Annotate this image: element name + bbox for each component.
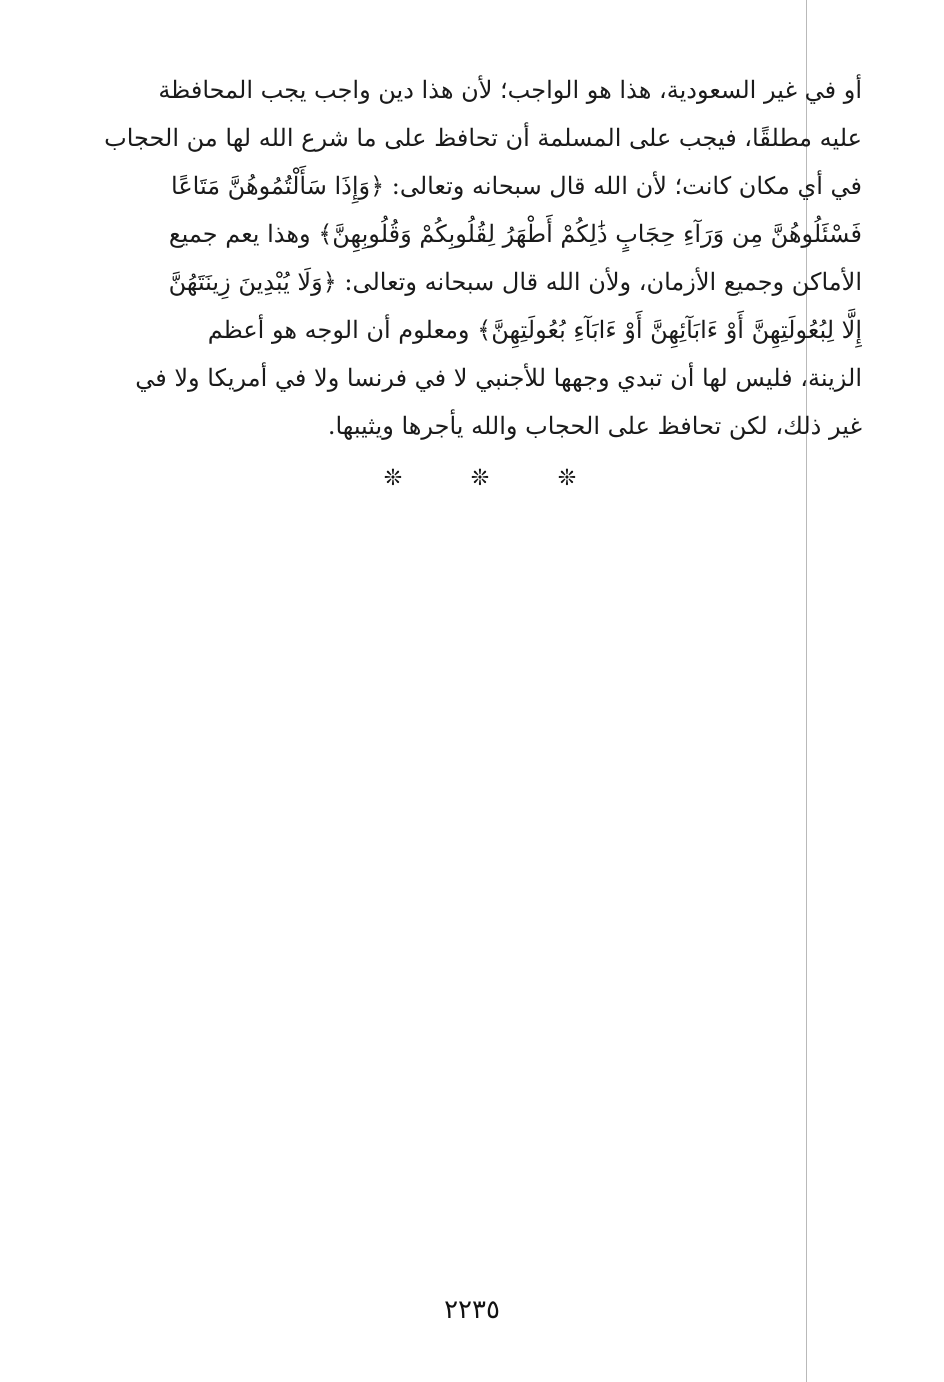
text-line: الزينة، فليس لها أن تبدي وجهها للأجنبي لا في فرنسا ولا في أمريكا ولا في — [135, 364, 862, 392]
page-number: ٢٢٣٥ — [444, 1295, 500, 1325]
body-text — [98, 66, 862, 450]
section-separator — [380, 462, 580, 496]
asterism-icon: ❊ — [557, 466, 577, 491]
text-line: عليه مطلقًا، فيجب على المسلمة أن تحافظ على ما شرع الله لها من الحجاب — [104, 124, 862, 152]
text-line: في أي مكان كانت؛ لأن الله قال سبحانه وتعالى: ﴿وَإِذَا سَأَلْتُمُوهُنَّ مَتَاعًا — [171, 172, 862, 200]
asterism-icon: ❊ — [383, 466, 403, 491]
text-line: الأماكن وجميع الأزمان، ولأن الله قال سبحانه وتعالى: ﴿وَلَا يُبْدِينَ زِينَتَهُنَّ — [168, 268, 862, 296]
text-line: إِلَّا لِبُعُولَتِهِنَّ أَوْ ءَابَآئِهِنَّ أَوْ ءَابَآءِ بُعُولَتِهِنَّ﴾ ومعلوم أن الوجه هو أعظم — [207, 316, 862, 344]
text-line: فَسْئَلُوهُنَّ مِن وَرَآءِ حِجَابٍ ذَٰلِكُمْ أَطْهَرُ لِقُلُوبِكُمْ وَقُلُوبِهِنَّ﴾ وهذا يعم جميع — [168, 220, 862, 248]
text-line: غير ذلك، لكن تحافظ على الحجاب والله يأجرها ويثيبها. — [327, 412, 862, 440]
asterism-icon: ❊ — [470, 466, 490, 491]
text-line: أو في غير السعودية، هذا هو الواجب؛ لأن هذا دين واجب يجب المحافظة — [158, 76, 862, 104]
